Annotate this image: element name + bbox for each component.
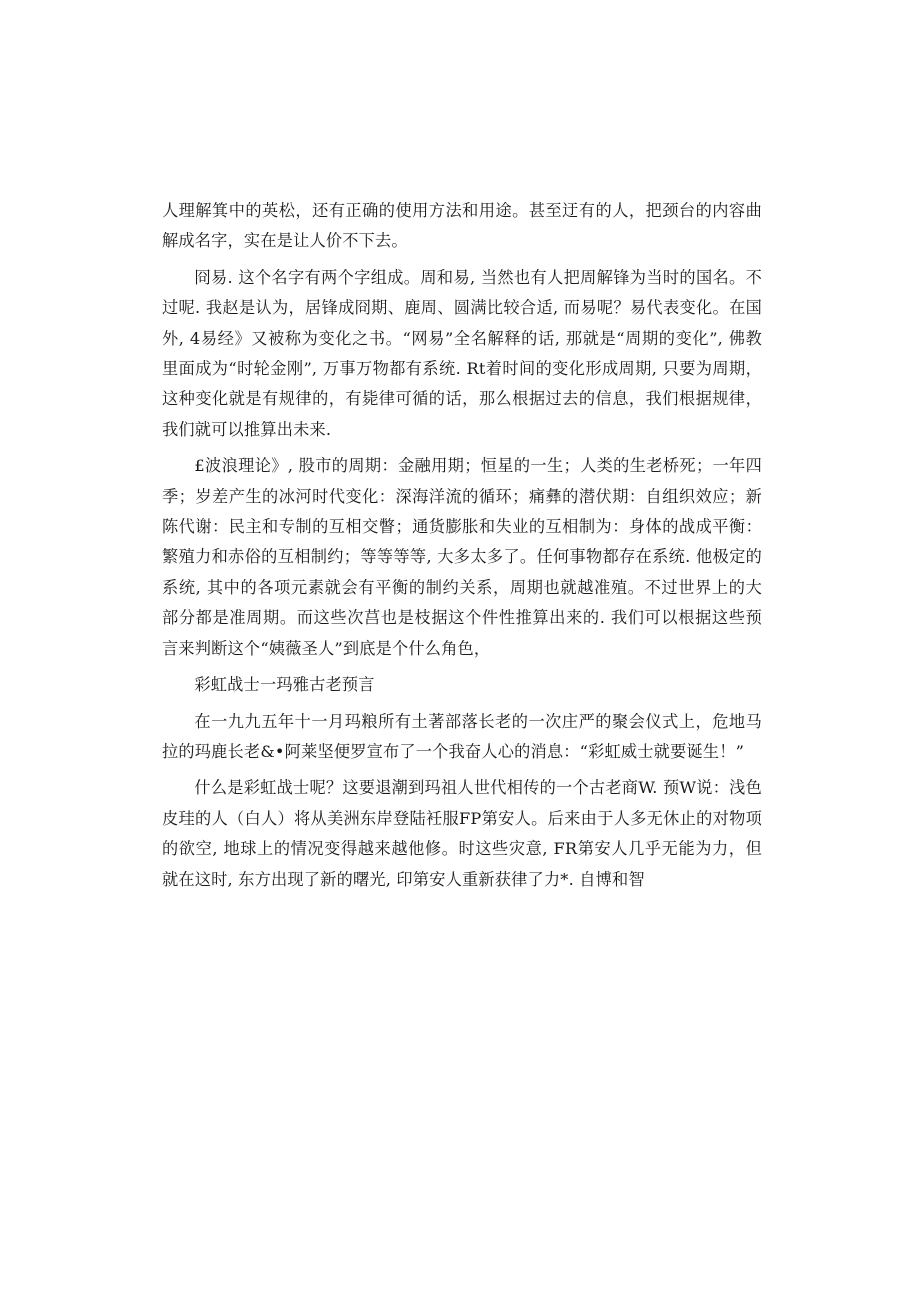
paragraph-intro-continuation: 人理解箕中的英松，还有正确的使用方法和用途。甚至迂有的人，把颈台的内容曲解成名字，实在是让人价不下去。 [162, 201, 762, 251]
paragraph-rainbow-warrior-prophecy: 什么是彩虹战士呢？这要退潮到玛祖人世代相传的一个古老商W. 预W说：浅色皮珪的人（白人）将从美洲东岸登陆衽服FP第安人。后来由于人多无休止的对物项的欲空, 地球上的情况变得越来越他修。时这些灾意, FR第安人几乎无能为力，但就在这时, 东方出现了新的曙光, 印第安人重新获律了力*. 自博和智 [162, 778, 762, 889]
paragraph-zhouyi: 冏易. 这个名字有两个字组成。周和易, 当然也有人把周解锋为当时的国名。不过呢. 我赵是认为，居锋成冏期、鹿周、圆满比较合适, 而易呢？易代表变化。在国外, 4易经》又被称为变化之书。“网易”全名解释的话, 那就是“周期的变化”, 佛教里面成为“时轮金刚”, 万事万物都有系统. Rt着时间的变化形成周期, 只要为周期，这种变化就是有规律的，有毙律可循的话，那么根据过去的信息，我们根据规律，我们就可以推算出未来. [162, 267, 762, 439]
document-body [162, 196, 762, 901]
section-heading-rainbow-warrior: 彩虹战士一玛雅古老预言 [194, 675, 375, 695]
paragraph-mayan-ceremony: 在一九九五年十一月玛粮所有土著部落长老的一次庄严的聚会仪式上，危地马拉的玛鹿长老&•阿莱坚便罗宣布了一个我奋人心的消息：“彩虹威士就要诞生！” [162, 711, 762, 761]
paragraph-cycles: £波浪理论》, 股市的周期：金融用期；恒星的一生；人类的生老桥死；一年四季；岁差产生的冰河时代变化：深海洋流的循环；痛彝的潜伏期：自组织效应；新陈代谢：民主和专制的互相交瞥；通货膨胀和失业的互相制为：身体的战成平衡：繁殖力和赤俗的互相制约；等等等等, 大多太多了。任何事物都存在系统. 他极定的系统, 其中的各项元素就会有平衡的制约关系，周期也就越准殖。不过世界上的大部分都是准周期。而这些次莒也是枝据这个件性推算出来的. 我们可以根据这些预言来判断这个“姨薇圣人”到底是个什么角色， [162, 456, 762, 658]
